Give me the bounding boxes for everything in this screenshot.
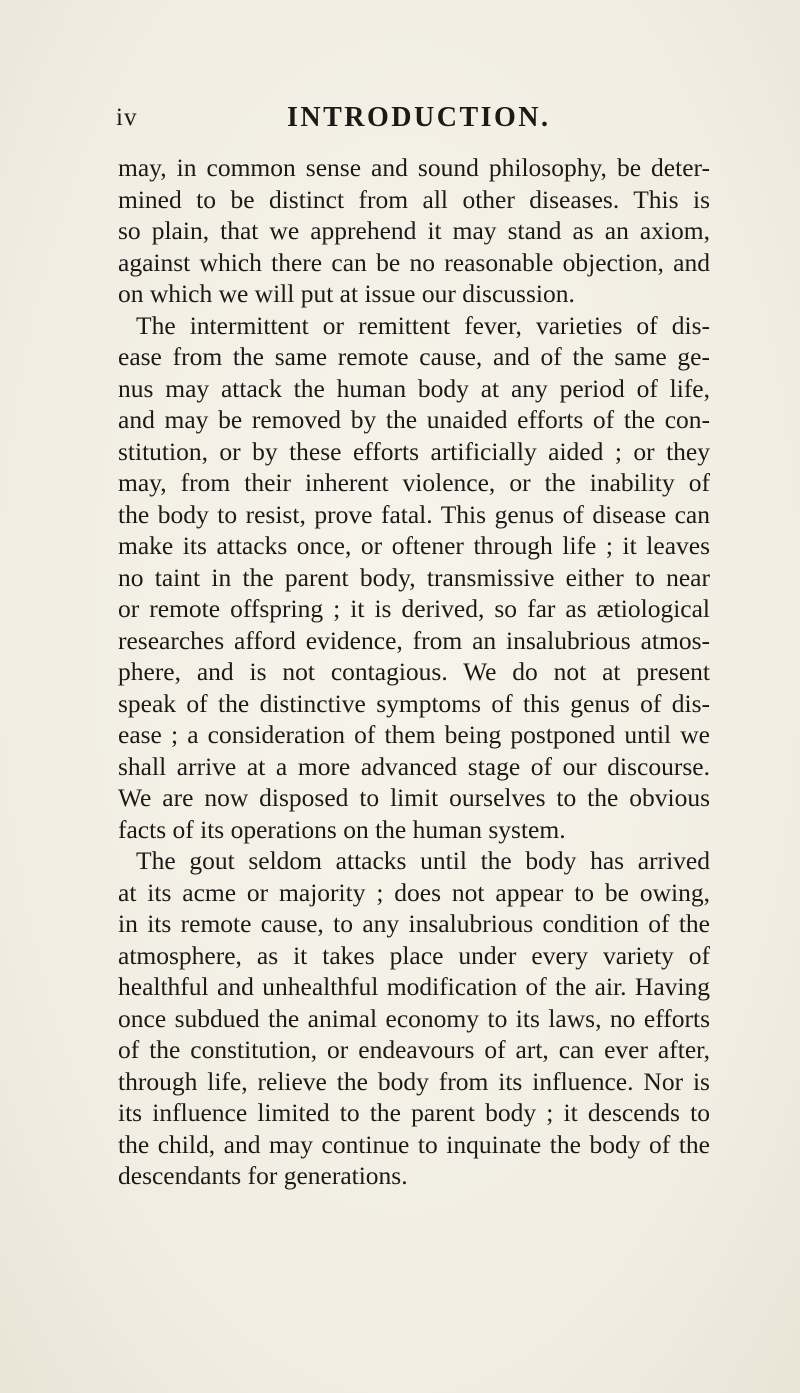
text-line: the child, and may continue to inquinate the body of the — [118, 1129, 710, 1159]
body-text — [118, 152, 710, 1192]
text-line: stitution, or by these efforts artificially aided ; or they — [118, 436, 710, 466]
text-line: shall arrive at a more advanced stage of our discourse. — [118, 751, 710, 781]
text-line: researches afford evidence, from an insalubrious atmos- — [118, 625, 710, 655]
page-number: iv — [116, 104, 138, 131]
text-line: ease ; a consideration of them being postponed until we — [118, 720, 710, 749]
text-line: through life, relieve the body from its influence. Nor is — [118, 1066, 710, 1096]
text-line: its influence limited to the parent body ; it descends to — [118, 1098, 710, 1127]
text-line: healthful and unhealthful modification of the air. Having — [118, 972, 710, 1001]
page-header — [0, 102, 800, 142]
paragraph-start-line: The gout seldom attacks until the body has arrived — [136, 846, 710, 875]
running-head: INTRODUCTION. — [287, 102, 551, 133]
text-line: against which there can be no reasonable objection, and — [118, 247, 710, 277]
text-line: in its remote cause, to any insalubrious condition of the — [118, 909, 710, 938]
text-line: facts of its operations on the human system. — [118, 814, 566, 844]
text-line: atmosphere, as it takes place under every variety of — [118, 940, 710, 970]
text-line: make its attacks once, or oftener through life ; it leaves — [118, 531, 710, 560]
text-line: on which we will put at issue our discussion. — [118, 279, 575, 308]
text-line: mined to be distinct from all other diseases. This is — [118, 184, 710, 214]
text-line: nus may attack the human body at any period of life, — [118, 373, 710, 403]
text-line: speak of the distinctive symptoms of this genus of dis- — [118, 688, 710, 718]
text-line: and may be removed by the unaided efforts of the con- — [118, 405, 710, 434]
text-line: once subdued the animal economy to its laws, no efforts — [118, 1003, 710, 1033]
text-line: We are now disposed to limit ourselves to the obvious — [118, 783, 710, 812]
text-line: descendants for generations. — [118, 1161, 408, 1190]
text-line: at its acme or majority ; does not appear to be owing, — [118, 877, 710, 907]
text-line: may, in common sense and sound philosophy, be deter- — [118, 153, 710, 182]
text-line: of the constitution, or endeavours of art, can ever after, — [118, 1035, 710, 1064]
text-line: or remote offspring ; it is derived, so far as ætiological — [118, 594, 710, 623]
text-line: may, from their inherent violence, or the inability of — [118, 468, 710, 497]
text-line: so plain, that we apprehend it may stand as an axiom, — [118, 216, 710, 245]
text-line: the body to resist, prove fatal. This genus of disease can — [118, 499, 710, 529]
text-line: ease from the same remote cause, and of the same ge- — [118, 342, 710, 371]
paragraph-start-line: The intermittent or remittent fever, varieties of dis- — [136, 310, 710, 340]
text-line: no taint in the parent body, transmissive either to near — [118, 562, 710, 592]
text-line: phere, and is not contagious. We do not at present — [118, 657, 710, 686]
